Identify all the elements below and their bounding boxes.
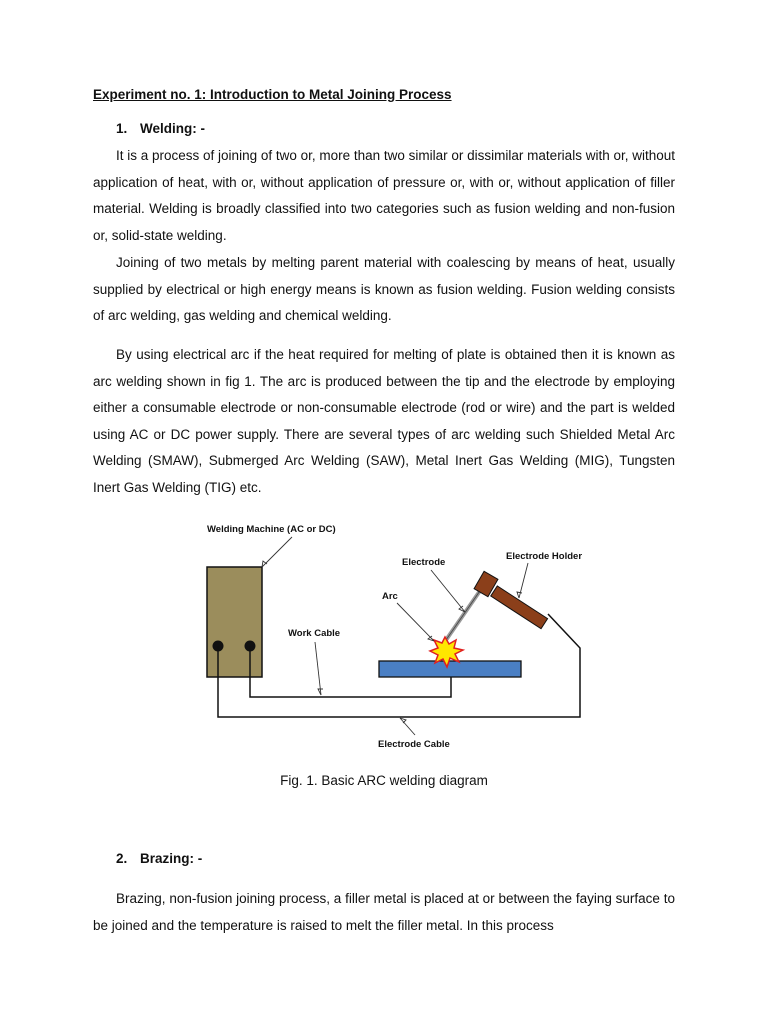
document-title: Experiment no. 1: Introduction to Metal Joining Process	[93, 87, 452, 102]
label-work-cable: Work Cable	[288, 628, 341, 639]
pointer-electrode-cable	[400, 718, 415, 735]
section-number: 1.	[116, 121, 128, 136]
paragraph-welding-definition: It is a process of joining of two or, more than two similar or dissimilar materials with or, without application of heat, with or, without application of pressure or, with or, without application of filler material. Welding is broadly classified into two categories such as fusion welding and non-fusion or, solid-state welding.	[93, 148, 675, 243]
label-arc: Arc	[382, 591, 398, 602]
section-heading-brazing	[116, 851, 202, 866]
electrode-holder	[474, 571, 548, 628]
paragraph-arc-welding: By using electrical arc if the heat required for melting of plate is obtained then it is known as arc welding shown in fig 1. The arc is produced between the tip and the electrode by employing either a consumable electrode or non-consumable electrode (rod or wire) and the part is welded using AC or DC power supply. There are several types of arc welding such Shielded Metal Arc Welding (SMAW), Submerged Arc Welding (SAW), Metal Inert Gas Welding (MIG), Tungsten Inert Gas Welding (TIG) etc.	[93, 347, 675, 495]
label-electrode: Electrode	[402, 557, 446, 568]
label-welding-machine: Welding Machine (AC or DC)	[207, 524, 336, 535]
label-electrode-holder: Electrode Holder	[506, 551, 583, 562]
pointer-arc	[397, 603, 434, 641]
welding-machine	[207, 567, 262, 677]
paragraph-brazing-definition: Brazing, non-fusion joining process, a filler metal is placed at or between the faying surface to be joined and the temperature is raised to melt the filler metal. In this process	[93, 891, 675, 933]
section-number: 2.	[116, 851, 128, 866]
pointer-machine	[262, 537, 292, 567]
section-title: Brazing: -	[140, 851, 203, 866]
paragraph-fusion-welding: Joining of two metals by melting parent material with coalescing by means of heat, usually supplied by electrical or high energy means is known as fusion welding. Fusion welding consists of arc welding, gas welding and chemical welding.	[93, 255, 675, 324]
section-title: Welding: -	[140, 121, 205, 136]
arrowhead-electrode-cable	[400, 718, 406, 723]
work-plate	[379, 661, 521, 677]
pointer-work-cable	[315, 642, 321, 695]
label-electrode-cable: Electrode Cable	[378, 739, 450, 750]
figure-caption: Fig. 1. Basic ARC welding diagram	[280, 773, 488, 788]
electrode-rod-edge	[446, 585, 484, 640]
pointer-electrode	[431, 570, 465, 612]
